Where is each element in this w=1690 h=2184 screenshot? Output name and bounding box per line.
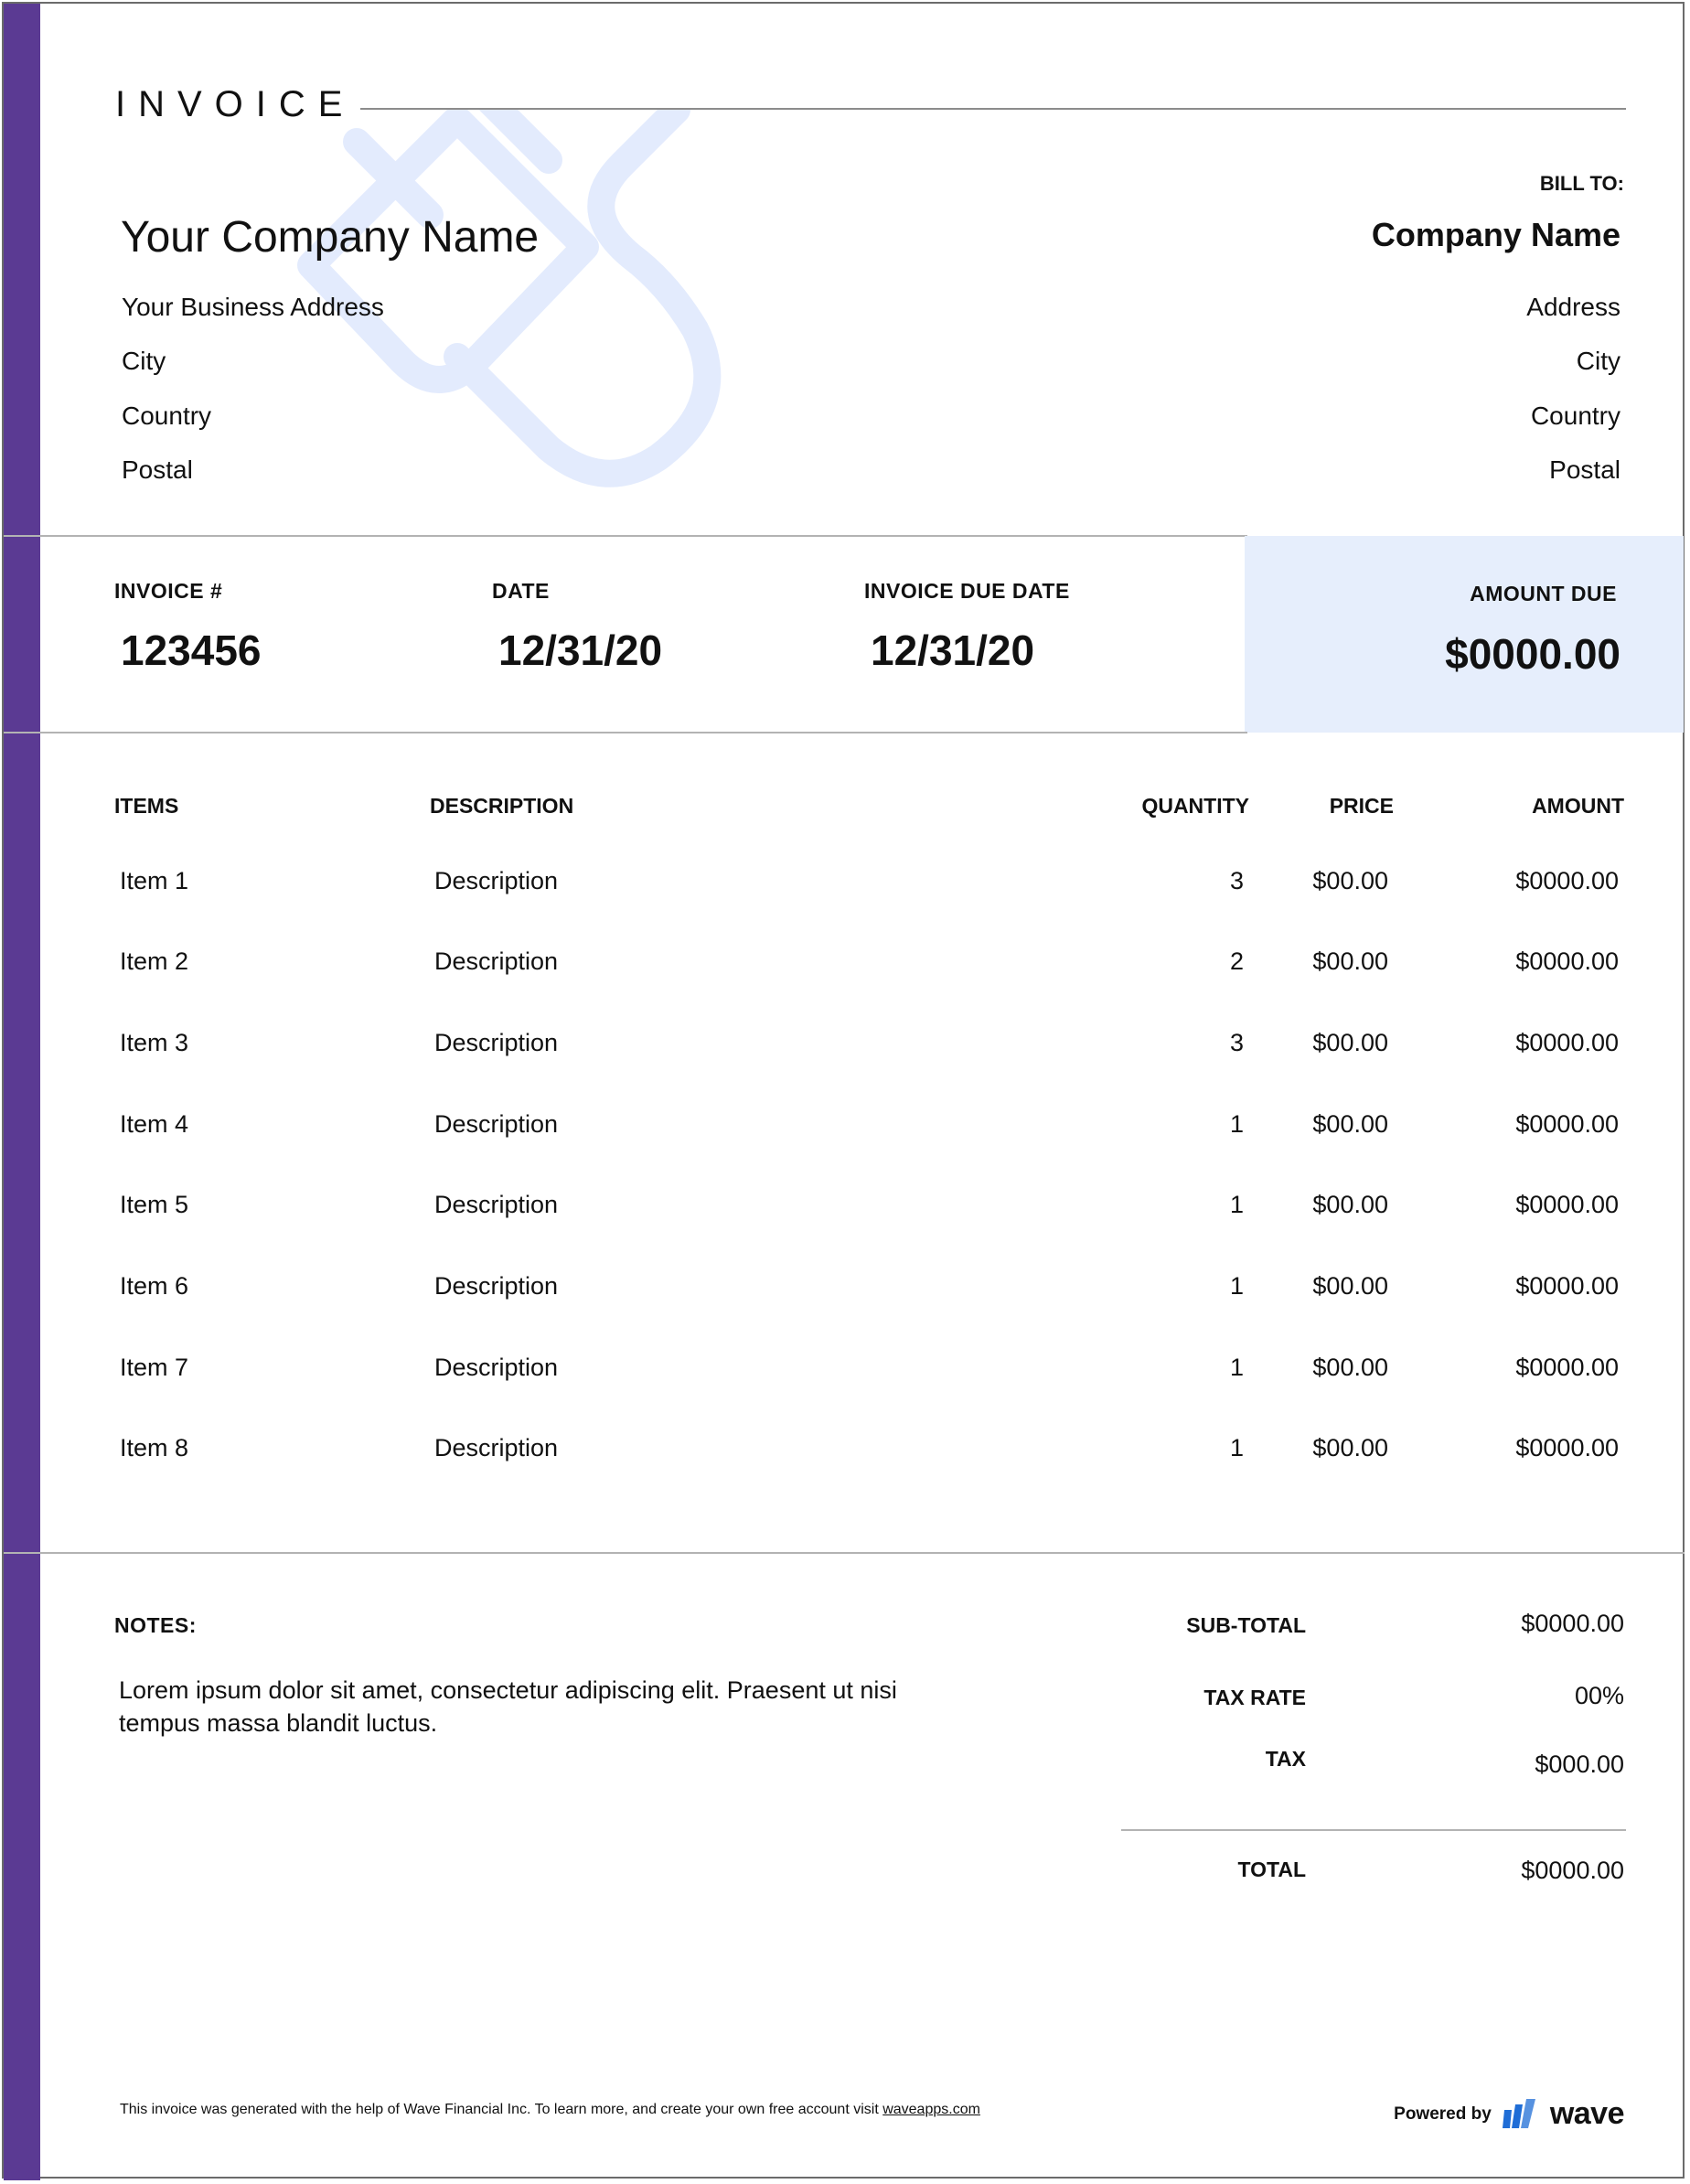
item-price: $00.00 <box>1312 1434 1388 1461</box>
item-name: Item 1 <box>120 867 189 894</box>
item-name: Item 7 <box>120 1354 189 1381</box>
total-label: TOTAL <box>1237 1857 1306 1881</box>
item-amount: $0000.00 <box>1515 867 1619 894</box>
table-bottom-rule <box>4 1552 1685 1554</box>
page-frame <box>2 2 1685 2179</box>
amount-due-value: $0000.00 <box>1445 630 1620 678</box>
sender-city: City <box>122 347 166 375</box>
item-amount: $0000.00 <box>1515 1272 1619 1300</box>
col-header-quantity: QUANTITY <box>1141 794 1249 818</box>
tax-rate-value: 00% <box>1574 1682 1624 1709</box>
col-header-items: ITEMS <box>114 794 179 818</box>
item-price: $00.00 <box>1312 1029 1388 1056</box>
item-description: Description <box>434 1191 559 1218</box>
item-amount: $0000.00 <box>1515 947 1619 975</box>
wave-logo-icon <box>1503 2099 1539 2130</box>
notes-text: Lorem ipsum dolor sit amet, consectetur adipiscing elit. Praesent ut nisi tempus massa blandit luctus. <box>119 1676 897 1737</box>
wave-brand-name: wave <box>1549 2096 1624 2131</box>
tax-value: $000.00 <box>1535 1750 1624 1778</box>
date-label: DATE <box>492 579 550 603</box>
bill-to-company-name: Company Name <box>1371 216 1620 253</box>
item-description: Description <box>434 1272 559 1300</box>
item-description: Description <box>434 947 559 975</box>
item-price: $00.00 <box>1312 1110 1388 1138</box>
item-name: Item 3 <box>120 1029 189 1056</box>
item-description: Description <box>434 1029 559 1056</box>
item-price: $00.00 <box>1312 1354 1388 1381</box>
item-quantity: 1 <box>1229 1272 1244 1300</box>
notes-label: NOTES: <box>114 1613 197 1637</box>
invoice-number: 123456 <box>121 626 262 674</box>
powered-by-label: Powered by <box>1394 2104 1492 2124</box>
col-header-price: PRICE <box>1329 794 1394 818</box>
waveapps-link[interactable]: waveapps.com <box>882 2102 980 2117</box>
item-name: Item 6 <box>120 1272 189 1300</box>
tax-label: TAX <box>1265 1747 1306 1771</box>
col-header-description: DESCRIPTION <box>430 794 574 818</box>
sender-country: Country <box>122 401 212 430</box>
item-name: Item 4 <box>120 1110 189 1138</box>
sender-company-name: Your Company Name <box>121 213 540 262</box>
item-name: Item 2 <box>120 947 189 975</box>
item-amount: $0000.00 <box>1515 1110 1619 1138</box>
item-name: Item 5 <box>120 1191 189 1218</box>
item-description: Description <box>434 1434 559 1461</box>
invoice-title: INVOICE <box>115 84 356 124</box>
item-amount: $0000.00 <box>1515 1434 1619 1461</box>
item-quantity: 3 <box>1229 867 1244 894</box>
bill-to-label: BILL TO: <box>1539 172 1624 195</box>
footer-note <box>120 2102 980 2118</box>
bill-to-city: City <box>1576 347 1620 375</box>
item-amount: $0000.00 <box>1515 1354 1619 1381</box>
invoice-date: 12/31/20 <box>498 626 663 674</box>
total-value: $0000.00 <box>1521 1857 1624 1884</box>
sender-postal: Postal <box>122 455 193 484</box>
item-description: Description <box>434 1354 559 1381</box>
item-price: $00.00 <box>1312 867 1388 894</box>
col-header-amount: AMOUNT <box>1532 794 1624 818</box>
item-name: Item 8 <box>120 1434 189 1461</box>
item-quantity: 1 <box>1229 1354 1244 1381</box>
item-description: Description <box>434 867 559 894</box>
item-quantity: 1 <box>1229 1110 1244 1138</box>
tax-rate-label: TAX RATE <box>1203 1686 1306 1709</box>
item-quantity: 1 <box>1229 1434 1244 1461</box>
meta-top-rule <box>4 535 1247 537</box>
item-quantity: 3 <box>1229 1029 1244 1056</box>
item-quantity: 1 <box>1229 1191 1244 1218</box>
totals-rule <box>1121 1829 1626 1831</box>
bill-to-address: Address <box>1526 293 1620 321</box>
amount-due-label: AMOUNT DUE <box>1470 582 1617 605</box>
meta-bottom-rule <box>4 732 1247 733</box>
item-description: Description <box>434 1110 559 1138</box>
item-price: $00.00 <box>1312 947 1388 975</box>
item-quantity: 2 <box>1229 947 1244 975</box>
item-price: $00.00 <box>1312 1272 1388 1300</box>
accent-bar <box>4 4 40 2180</box>
footer-note-text: This invoice was generated with the help of Wave Financial Inc. To learn more, and create your own free account visit <box>120 2102 883 2117</box>
item-amount: $0000.00 <box>1515 1191 1619 1218</box>
powered-by-wave[interactable] <box>1394 2096 1624 2132</box>
item-amount: $0000.00 <box>1515 1029 1619 1056</box>
sender-address: Your Business Address <box>122 293 384 321</box>
item-price: $00.00 <box>1312 1191 1388 1218</box>
subtotal-value: $0000.00 <box>1521 1610 1624 1637</box>
due-date-label: INVOICE DUE DATE <box>864 579 1070 603</box>
invoice-due-date: 12/31/20 <box>871 626 1035 674</box>
invoice-number-label: INVOICE # <box>114 579 223 603</box>
bill-to-postal: Postal <box>1549 455 1620 484</box>
bill-to-country: Country <box>1530 401 1620 430</box>
subtotal-label: SUB-TOTAL <box>1186 1613 1306 1637</box>
